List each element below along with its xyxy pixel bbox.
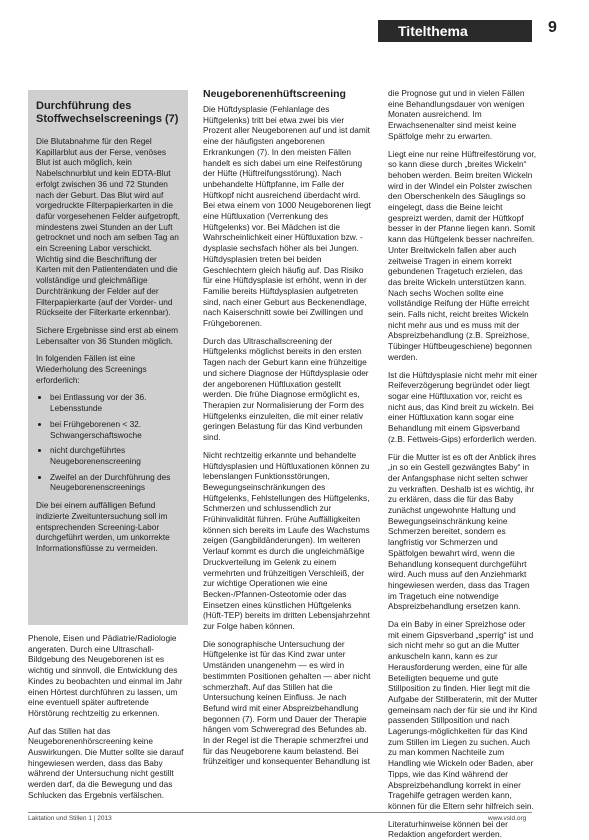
page-number: 9 [548,19,557,36]
info-box-list [36,392,180,493]
body-paragraph: Auf das Stillen hat das Neugeborenenhörscreening keine Auswirkungen. Die Mutter sollte sie darauf hingewiesen werden, dass das Baby während der Untersuchung nicht gestillt werden darf, da die Bewegung und das Schlucken das Ergebnis verfälschen. [28,725,184,800]
list-item: • bei Frühgeborenen < 32. Schwangerschaftswoche [50,419,180,440]
footer-publication: Laktation und Stillen 1 | 2013 [28,815,112,822]
list-item: • bei Entlassung vor der 36. Lebensstunde [50,392,180,413]
list-item: • Zweifel an der Durchführung des Neugeborenenscreenings [50,472,180,493]
info-box-title: Durchführung des Stoffwechselscreenings (7) [36,100,179,125]
body-paragraph: Durch das Ultraschallscreening der Hüftgelenks möglichst bereits in den ersten Tagen nach der Geburt kann eine frühzeitige und sichere Diagnose der Hüftdysplasie oder der angeborenen Hüftluxation gestellt werden. Die frühe Diagnose ermöglicht es, Therapien zur Normalisierung der Form des Hüftgelenks einzuleiten, die mit einer relativ geringen Belastung für das Kind verbunden sind. [203,335,369,443]
footer-rule [28,812,532,813]
body-paragraph: die Prognose gut und in vielen Fällen eine Behandlungsdauer von wenigen Monaten ausreichend. Im Erwachsenenalter sind meist keine Spätfolge mehr zu erwarten. [388,88,525,141]
body-paragraph: Nicht rechtzeitig erkannte und behandelte Hüftdysplasien und Hüftluxationen können zu lebenslangen Funktionsstörungen, Bewegungseinschränkungen des Hüftgelenks, Fehlstellungen des Hüftgelenks, Schmerzen und schlussendlich zur Frühinvalidität führen. Frühe Auffälligkeiten können sich bereits im Laufe des Wachstums zeigen (Gangbildänderungen). Im weiteren Verlauf kommt es durch die ungleichmäßige Druckverteilung im Gelenk zu einem vermehrten und frühzeitigen Verschleiß, der zur wichtige Operationen wie eine Becken-/Pfannen-Osteotomie oder das Einsetzen eines künstlichen Hüftgelenks (Hüft-TEP) bereits im dritten Lebensjahrzehnt zur Folge haben können. [203,449,370,632]
list-item: • nicht durchgeführtes Neugeborenenscreening [50,445,180,466]
body-paragraph: Ist die Hüftdysplasie nicht mehr mit einer Reifeverzögerung begründet oder liegt sogar eine Hüftluxation vor, reicht es nicht aus, das Kind breit zu wickeln. Bei einer Hüftluxation kann sogar eine Behandlung mit einem Gipsverband (z.B. Fettweis-Gips) erforderlich werden. [388,369,538,444]
footer-url: www.vsld.org [488,815,527,822]
body-paragraph: Literaturhinweise können bei der Redaktion angefordert werden. [388,818,508,840]
info-box [28,90,188,625]
body-paragraph: Für die Mutter ist es oft der Anblick ihres „in so ein Gestell gezwängtes Baby“ in der Anfangsphase nicht selten schwer zu verkraften. Deshalb ist es wichtig, ihr zu erklären, dass die für das Baby zunächst ungewohnte Haltung und Bewegungseinschränkung keine Schmerzen bereitet, sondern es langfristig vor Schmerzen und Spätfolgen bewahrt wird, wenn die Behandlung konsequent durchgeführt wird. Auch muss auf den Anziehmarkt hingewiesen werden, dass das Tragen im Tragetuch eine notwendige Abspreizbehandlung ersetzen kann. [388,451,537,612]
info-box-paragraph: Sichere Ergebnisse sind erst ab einem Lebensalter von 36 Stunden möglich. [36,324,179,346]
body-paragraph: Liegt eine nur reine Hüftreifestörung vor, so kann diese durch „breites Wickeln“ behoben werden. Beim breiten Wickeln wird in der Windel ein Polster zwischen den Oberschenkeln des Säuglings so eingelegt, dass die Beine leicht gespreizt werden, damit der Hüftkopf besser in der Pfanne liegen kann. Somit kann das Hüftgelenk besser nachreifen. Unter Breitwickeln fallen aber auch zeitweise Tragen in einem korrekt gebundenen Tragetuch erzielen, das das breite Wickeln unterstützen kann. Nach sechs Wochen sollte eine vollständige Reifung der Hüfte erreicht sein. Falls nicht, reicht breites Wickeln nicht mehr aus und es muss mit der Abspreizbehandlung (z.B. Spreizhose, Tübinger Hüftbeugeschiene) begonnen werden. [388,148,537,362]
section-heading: Neugeborenenhüftscreening [203,88,346,100]
left-column-lower [28,633,188,808]
info-box-paragraph: Die Blutabnahme für den Regel Kapillarblut aus der Ferse, venöses Blut ist auch möglich, kein Nabelschnurblut und kein EDTA-Blut erfolgt zwischen 36 und 72 Stunden nach der Geburt. Das Blut wird auf vorgedruckte Filterpapierkarten in die dafür vorgesehenen Felder aufgetropft, mindestens zwei Stunden an der Luft getrocknet und noch am selben Tag an ein Screening Labor verschickt. Wichtig sind die Beschriftung der Karten mit den Patientendaten und die vollständige und gleichmäßige Durchtränkung der Felder auf der Filterpapierkarte (auf der Vorder- und Rückseite der Filterkarte erkennbar). [36,136,180,318]
info-box-paragraph: Die bei einem auffälligen Befund indizierte Zweituntersuchung soll im entsprechenden Screening-Labor durchgeführt werden, um unkorrekte Informationsflüsse zu vermeiden. [36,500,170,553]
body-paragraph: Phenole, Eisen und Pädiatrie/Radiologie angeraten. Durch eine Ultraschall-Bildgebung des Neugeborenen ist es wichtig und sinnvoll, die Entwicklung des Kindes zu beobachten und einmal im Jahr einen Hörtest durchführen zu lassen, um eine eventuell später auftretende Hörstörung rechtzeitig zu erkennen. [28,633,183,718]
body-paragraph: Die sonographische Untersuchung der Hüftgelenke ist für das Kind zwar unter Umständen unangenehm — es wird in bestimmten Positionen gehalten — aber nicht schmerzhaft. Auf das Stillen hat die Untersuchung keinen Einfluss. Je nach Befund wird mit einer Abspreizbehandlung begonnen (7). Form und Dauer der Therapie hängen vom Schweregrad des Befundes ab. In der Regel ist die Therapie schmerzfrei und für das Neugeborene kaum belastend. Bei frühzeitiger und konsequenter Behandlung ist [203,638,371,767]
info-box-paragraph: In folgenden Fällen ist eine Wiederholung des Screenings erforderlich: [36,353,147,385]
section-label: Titelthema [398,23,468,39]
body-paragraph: Da ein Baby in einer Spreizhose oder mit einem Gipsverband „sperrig“ ist und sich nicht mehr so gut an die Mutter ankuscheln kann, kann es zur Herausforderung werden, eine für alle Beteiligten bequeme und gute Stillposition zu finden. Hier liegt mit die Aufgabe der Stillberaterin, mit der Mutter gemeinsam nach der für sie und ihr Kind passenden Stillposition und nach Lagerungs-möglichkeiten für das Kind zum Stillen im Liegen zu suchen. Auch zu man kommen Nachteile zum Handling wie Wickeln oder Baden, aber Tipps, wie das Kind während der Abspreizbehandlung korrekt in einer Tragehilfe getragen werden kann, können für die Eltern sehr hilfreich sein. [388,619,538,811]
body-paragraph: Die Hüftdysplasie (Fehlanlage des Hüftgelenks) tritt bei etwa zwei bis vier Prozent aller Neugeborenen auf und ist damit eine der häufigsten angeborenen Erkrankungen (7). In den meisten Fällen handelt es sich dabei um eine Reifestörung der Hüfte (Hüftreifungsstörung). Nach unbehandelte Hüftpfanne, im Falle der Hüftkopf nicht ausreichend überdacht wird. Bei etwa einem von 1000 Neugeborenen liegt eine Hüftluxation (Verrenkung des Hüftgelenks) vor. Bei Mädchen ist die Wahrscheinlichkeit einer Hüftluxation bzw. -dysplasie sechsfach höher als bei Jungen. Hüftdysplasien treten bei beiden Geschlechtern gleich häufig auf. Das Risiko für eine Hüftdysplasie ist erhöht, wenn in der Familie bereits Hüftdysplasien aufgetreten sind, nach einer Geburt aus Beckenendlage, nach Kaiserschnitt sowie bei Zwillingen und Frühgeborenen. [203,104,371,329]
middle-column [203,88,371,808]
section-header-band [378,20,532,42]
